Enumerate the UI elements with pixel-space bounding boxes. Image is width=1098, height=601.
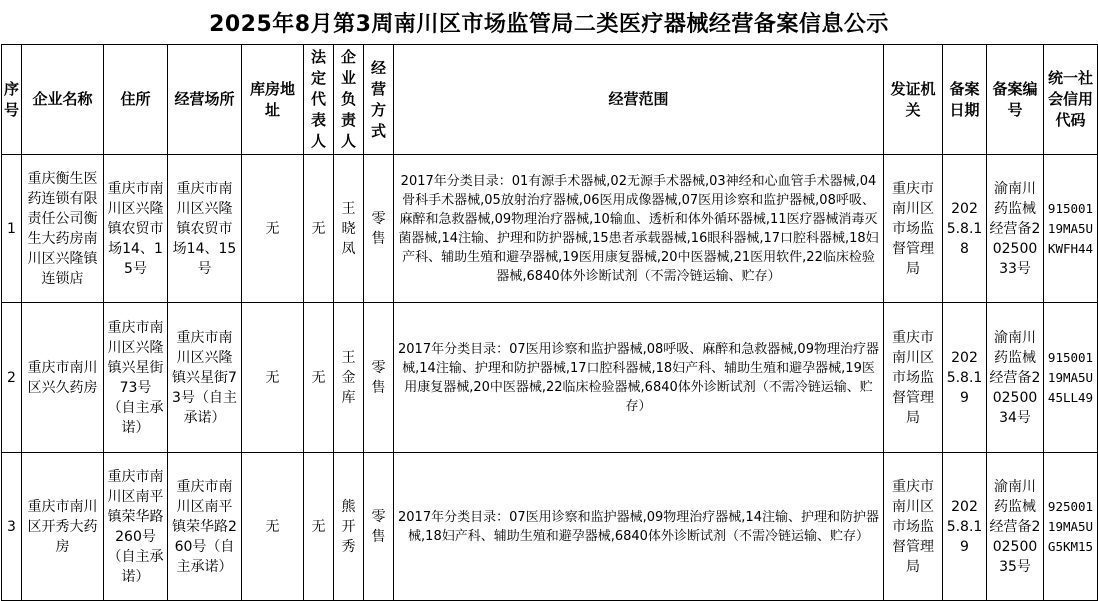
cell-issuer: 重庆市南川区市场监督管理局 <box>884 453 943 601</box>
cell-company: 重庆市南川区开秀大药房 <box>22 453 104 601</box>
header-record-no: 备案编号 <box>987 45 1044 155</box>
cell-mode: 零售 <box>364 155 394 303</box>
cell-record-no: 渝南川药监械经营备20250033号 <box>987 155 1044 303</box>
header-manager: 企业负责人 <box>334 45 364 155</box>
cell-date: 2025.8.19 <box>943 303 987 453</box>
table-row <box>2 155 1098 303</box>
cell-address: 重庆市南川区南平镇荣华路260号（自主承诺） <box>104 453 168 601</box>
header-seq: 序号 <box>2 45 22 155</box>
table-header-row <box>2 45 1098 155</box>
header-address: 住所 <box>104 45 168 155</box>
cell-company: 重庆衡生医药连锁有限责任公司衡生大药房南川区兴隆镇连锁店 <box>22 155 104 303</box>
cell-premises: 重庆市南川区兴隆镇兴星街73号（自主承诺） <box>168 303 242 453</box>
page-title: 2025年8月第3周南川区市场监管局二类医疗器械经营备案信息公示 <box>209 11 889 37</box>
cell-record-no: 渝南川药监械经营备20250035号 <box>987 453 1044 601</box>
header-premises: 经营场所 <box>168 45 242 155</box>
cell-record-no: 渝南川药监械经营备20250034号 <box>987 303 1044 453</box>
cell-legal-rep: 无 <box>304 303 334 453</box>
cell-premises: 重庆市南川区南平镇荣华路260号（自主承诺） <box>168 453 242 601</box>
table-row <box>2 453 1098 601</box>
cell-seq: 1 <box>2 155 22 303</box>
cell-manager: 熊开秀 <box>334 453 364 601</box>
cell-manager: 王晓凤 <box>334 155 364 303</box>
header-company: 企业名称 <box>22 45 104 155</box>
cell-legal-rep: 无 <box>304 155 334 303</box>
cell-address: 重庆市南川区兴隆镇兴星街73号（自主承诺） <box>104 303 168 453</box>
cell-warehouse: 无 <box>242 303 304 453</box>
cell-issuer: 重庆市南川区市场监督管理局 <box>884 303 943 453</box>
header-scope: 经营范围 <box>394 45 884 155</box>
cell-scope: 2017年分类目录：01有源手术器械,02无源手术器械,03神经和心血管手术器械,04骨科手术器械,05放射治疗器械,06医用成像器械,07医用诊察和监护器械,08呼吸、麻醉和急救器械,09物理治疗器械,10输血、透析和体外循环器械,11医疗器械消毒灭菌器械,14注输、护理和防护器械,15患者承载器械,16眼科器械,17口腔科器械,18妇产科、辅助生殖和避孕器械,19医用康复器械,20中医器械,21医用软件,22临床检验器械,6840体外诊断试剂（不需冷链运输、贮存） <box>394 155 884 303</box>
cell-credit-code: 92500119MA5UG5KM15 <box>1044 453 1098 601</box>
cell-address: 重庆市南川区兴隆镇农贸市场14、15号 <box>104 155 168 303</box>
cell-warehouse: 无 <box>242 453 304 601</box>
cell-manager: 王金库 <box>334 303 364 453</box>
cell-scope: 2017年分类目录：07医用诊察和监护器械,09物理治疗器械,14注输、护理和防护器械,18妇产科、辅助生殖和避孕器械,6840体外诊断试剂（不需冷链运输、贮存） <box>394 453 884 601</box>
cell-premises: 重庆市南川区兴隆镇农贸市场14、15号 <box>168 155 242 303</box>
header-credit-code: 统一社会信用代码 <box>1044 45 1098 155</box>
records-table <box>1 44 1098 601</box>
cell-date: 2025.8.19 <box>943 453 987 601</box>
header-legal-rep: 法定代表人 <box>304 45 334 155</box>
cell-issuer: 重庆市南川区市场监督管理局 <box>884 155 943 303</box>
cell-company: 重庆市南川区兴久药房 <box>22 303 104 453</box>
cell-credit-code: 91500119MA5U45LL49 <box>1044 303 1098 453</box>
table-row <box>2 303 1098 453</box>
cell-seq: 2 <box>2 303 22 453</box>
header-issuer: 发证机关 <box>884 45 943 155</box>
cell-seq: 3 <box>2 453 22 601</box>
header-mode: 经营方式 <box>364 45 394 155</box>
cell-date: 2025.8.18 <box>943 155 987 303</box>
cell-warehouse: 无 <box>242 155 304 303</box>
cell-credit-code: 91500119MA5UKWFH44 <box>1044 155 1098 303</box>
cell-mode: 零售 <box>364 453 394 601</box>
cell-scope: 2017年分类目录：07医用诊察和监护器械,08呼吸、麻醉和急救器械,09物理治疗器械,14注输、护理和防护器械,17口腔科器械,18妇产科、辅助生殖和避孕器械,19医用康复器械,20中医器械,22临床检验器械,6840体外诊断试剂（不需冷链运输、贮存） <box>394 303 884 453</box>
header-date: 备案日期 <box>943 45 987 155</box>
header-warehouse: 库房地址 <box>242 45 304 155</box>
cell-legal-rep: 无 <box>304 453 334 601</box>
cell-mode: 零售 <box>364 303 394 453</box>
